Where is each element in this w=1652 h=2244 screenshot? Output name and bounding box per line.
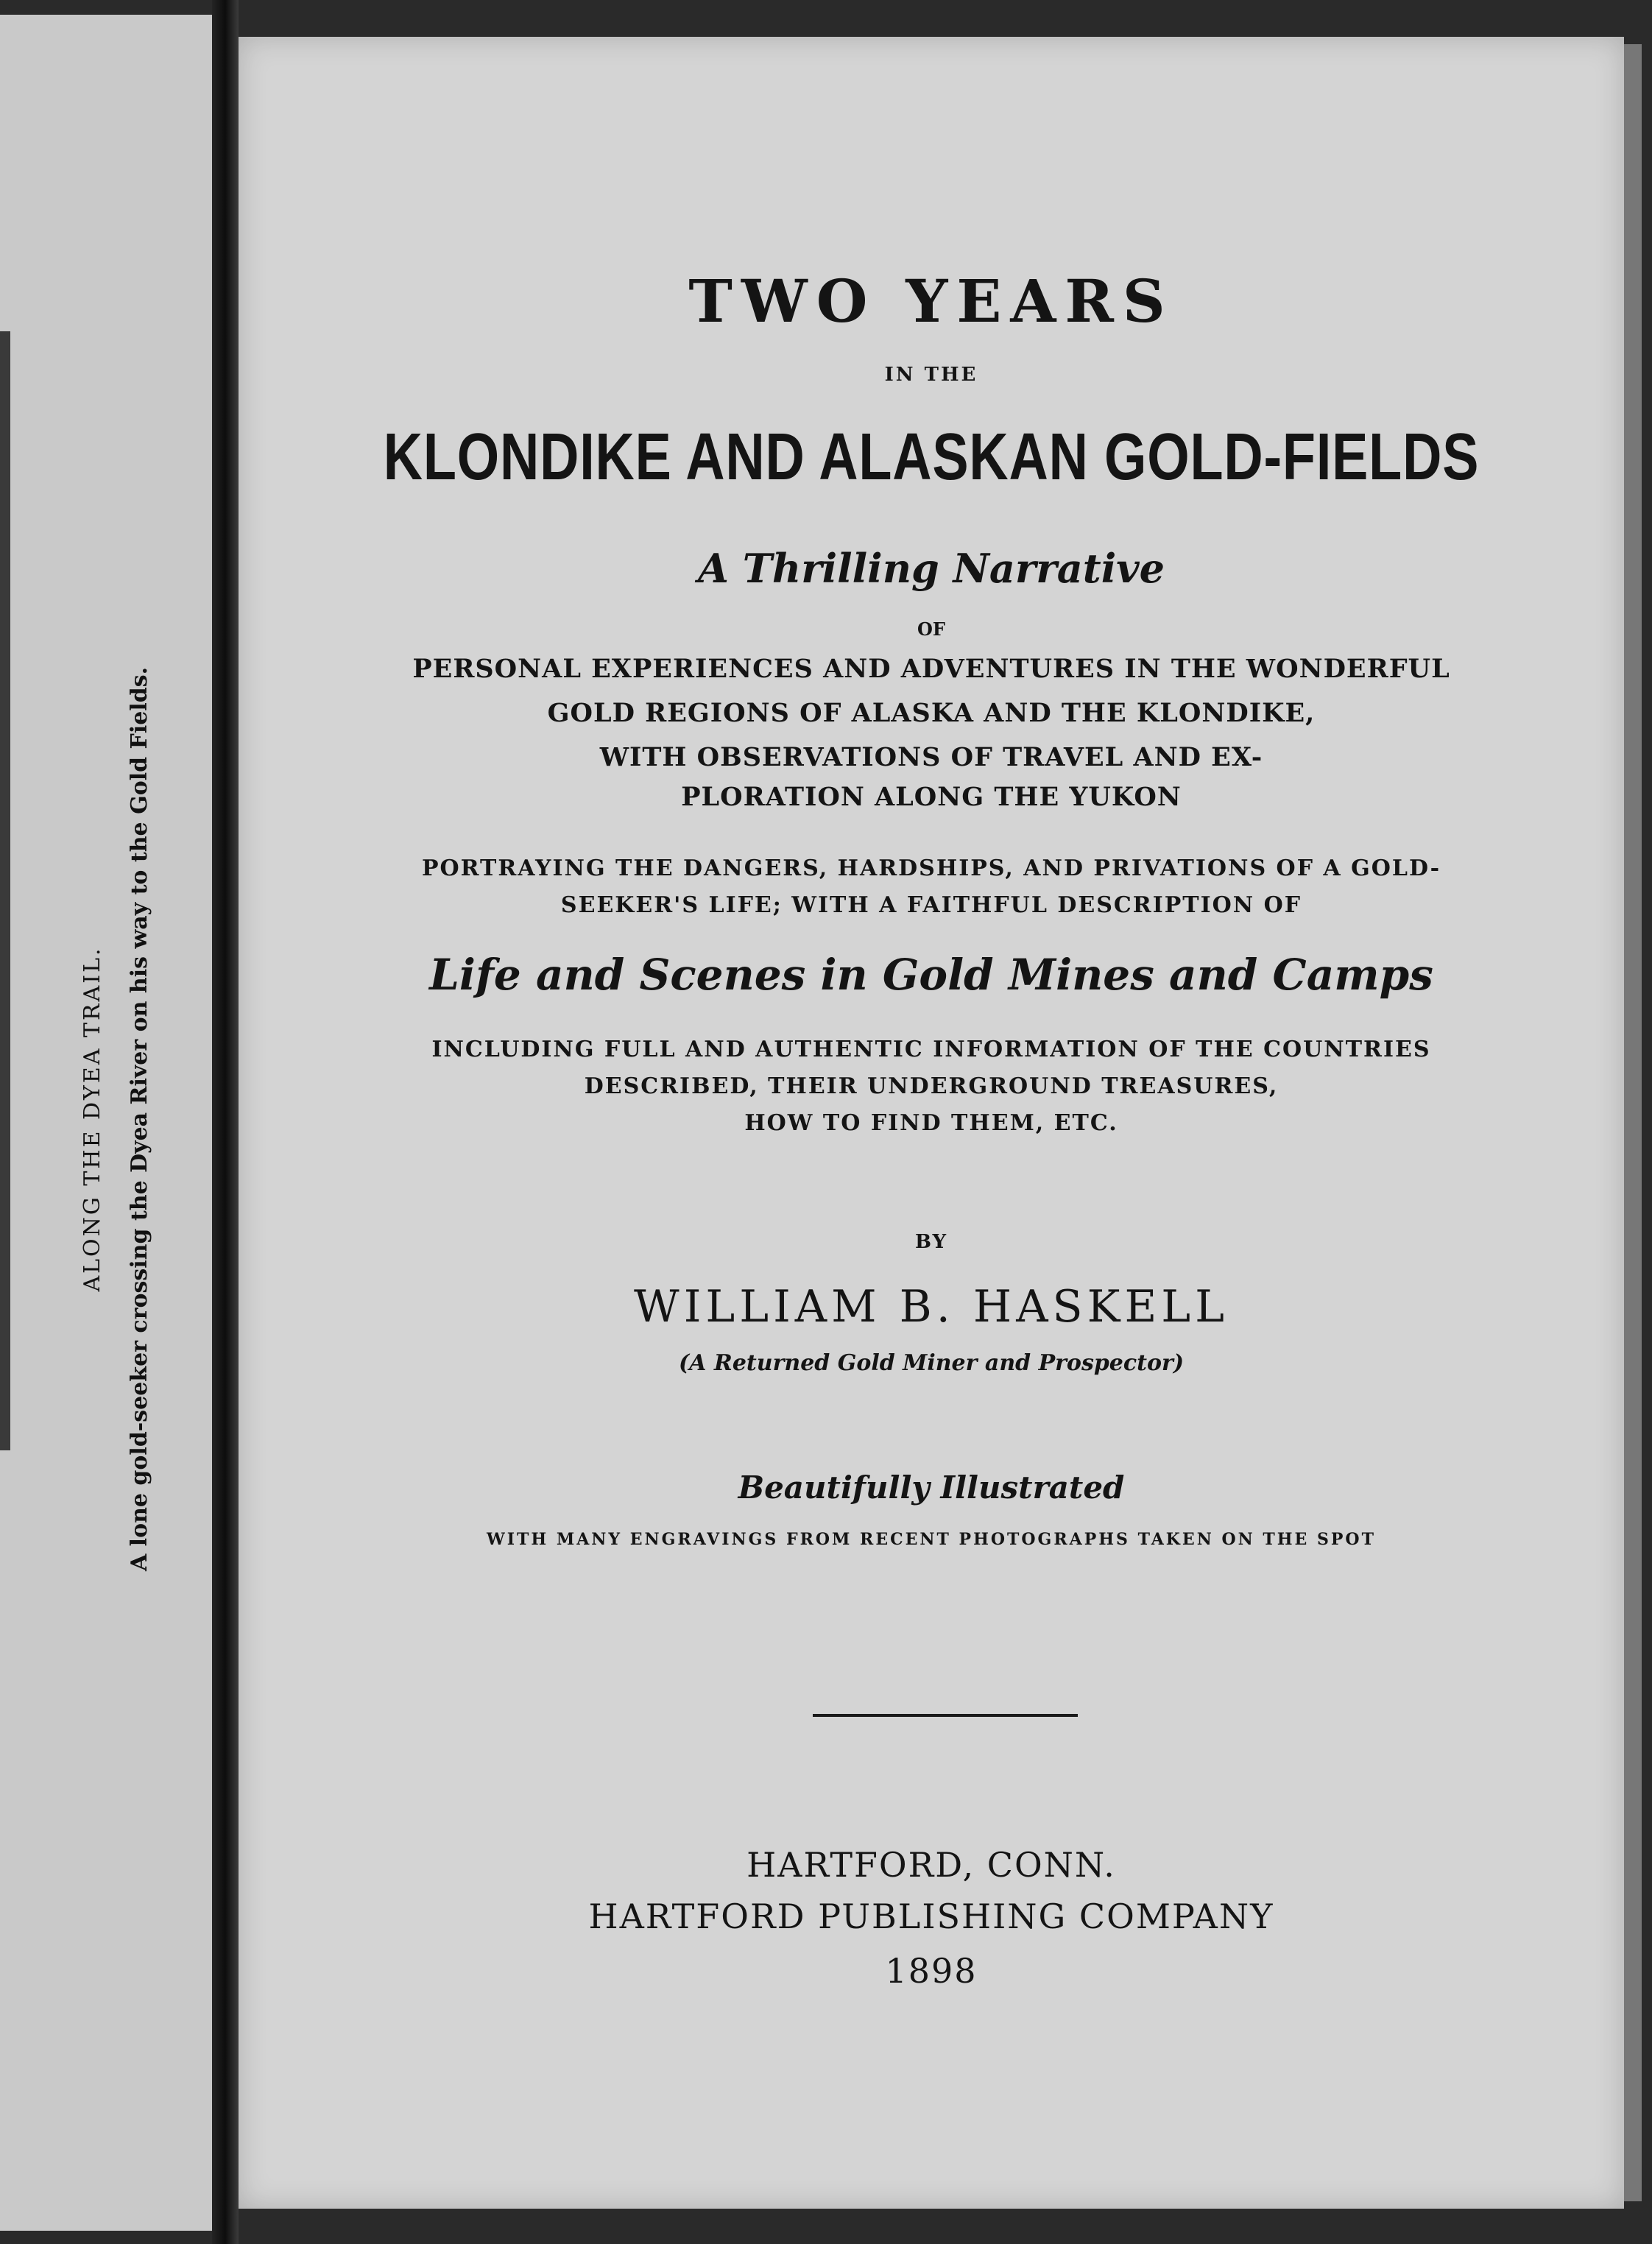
subtitle: A Thrilling Narrative [698, 545, 1165, 592]
author-name: WILLIAM B. HASKELL [634, 1281, 1229, 1333]
life-scenes-heading: Life and Scenes in Gold Mines and Camps [429, 950, 1433, 1000]
main-title: KLONDIKE AND ALASKAN GOLD-FIELDS [383, 420, 1480, 494]
imprint-year: 1898 [885, 1951, 978, 1991]
portraying-line: PORTRAYING THE DANGERS, HARDSHIPS, AND PRIVATIONS OF A GOLD- [421, 855, 1441, 881]
page-edge-shadow [1624, 44, 1642, 2201]
book-gutter [212, 0, 239, 2244]
imprint-city: HARTFORD, CONN. [746, 1845, 1116, 1885]
plate-caption-text: A lone gold-seeker crossing the Dyea River on his way to the Gold Fields. [127, 666, 152, 1572]
plate-caption-title: ALONG THE DYEA TRAIL. [80, 946, 105, 1292]
plate-caption-rotated [69, 667, 163, 1571]
including-line: DESCRIBED, THEIR UNDERGROUND TREASURES, [584, 1073, 1279, 1099]
title-page [239, 37, 1624, 2209]
illustrated-heading: Beautifully Illustrated [738, 1469, 1125, 1506]
description-line: PERSONAL EXPERIENCES AND ADVENTURES IN THE WONDERFUL [412, 654, 1450, 684]
horizontal-rule [813, 1714, 1078, 1717]
description-line: PLORATION ALONG THE YUKON [681, 782, 1182, 812]
description-line: GOLD REGIONS OF ALASKA AND THE KLONDIKE, [547, 698, 1316, 728]
by-label: BY [914, 1231, 948, 1253]
including-line: HOW TO FIND THEM, ETC. [744, 1110, 1118, 1136]
facing-plate-page [0, 15, 212, 2231]
subtitle-connector: OF [917, 618, 945, 640]
including-line: INCLUDING FULL AND AUTHENTIC INFORMATION OF THE COUNTRIES [431, 1037, 1431, 1062]
description-line: WITH OBSERVATIONS OF TRAVEL AND EX- [599, 742, 1263, 772]
imprint-publisher: HARTFORD PUBLISHING COMPANY [588, 1897, 1274, 1936]
title-line-1: TWO YEARS [688, 267, 1174, 336]
portraying-line: SEEKER'S LIFE; WITH A FAITHFUL DESCRIPTION OF [560, 892, 1302, 918]
author-description: (A Returned Gold Miner and Prospector) [678, 1350, 1185, 1376]
title-connector: IN THE [884, 364, 978, 386]
engravings-note: WITH MANY ENGRAVINGS FROM RECENT PHOTOGRAPHS TAKEN ON THE SPOT [487, 1530, 1376, 1549]
plate-border-edge [0, 331, 10, 1450]
